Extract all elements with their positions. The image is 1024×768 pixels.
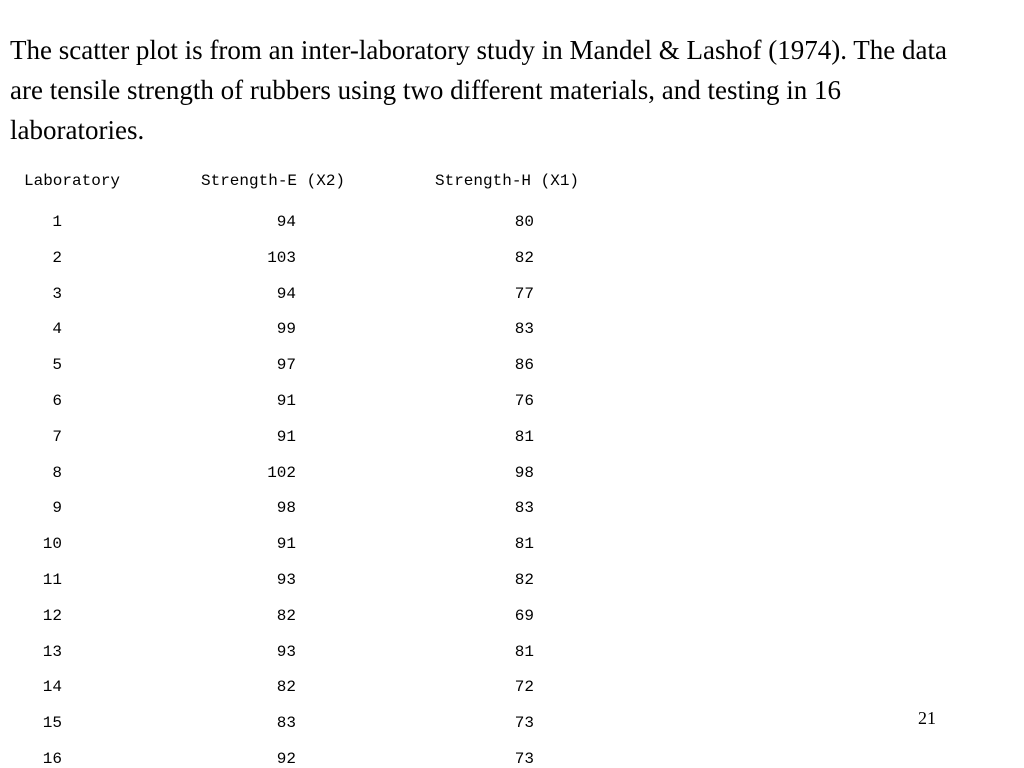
strength-e-cell: 102 [267, 464, 296, 482]
strength-e-cell: 91 [276, 428, 296, 446]
strength-e-cell: 94 [276, 285, 296, 303]
laboratory-cell: 11 [42, 571, 62, 589]
strength-h-cell: 77 [514, 285, 534, 303]
strength-e-cell: 93 [276, 571, 296, 589]
strength-e-cell: 97 [276, 356, 296, 374]
strength-h-cell: 72 [514, 678, 534, 696]
strength-h-cell: 73 [514, 750, 534, 768]
strength-h-cell: 83 [514, 320, 534, 338]
laboratory-cell: 15 [42, 714, 62, 732]
laboratory-cell: 5 [52, 356, 62, 374]
strength-h-cell: 86 [514, 356, 534, 374]
laboratory-cell: 6 [52, 392, 62, 410]
strength-e-cell: 91 [276, 392, 296, 410]
laboratory-cell: 4 [52, 320, 62, 338]
strength-h-cell: 76 [514, 392, 534, 410]
laboratory-cell: 12 [42, 607, 62, 625]
strength-h-cell: 73 [514, 714, 534, 732]
column-header-strength-e: Strength-E (X2) [201, 172, 346, 190]
strength-h-cell: 80 [514, 213, 534, 231]
intro-paragraph: The scatter plot is from an inter-laboratory study in Mandel & Lashof (1974). The data are tensile strength of rubbers using two different materials, and testing in 16 laboratories. [10, 35, 947, 145]
laboratory-cell: 14 [42, 678, 62, 696]
laboratory-cell: 8 [52, 464, 62, 482]
strength-e-cell: 92 [276, 750, 296, 768]
strength-e-cell: 91 [276, 535, 296, 553]
strength-h-cell: 82 [514, 249, 534, 267]
laboratory-cell: 3 [52, 285, 62, 303]
strength-e-cell: 98 [276, 499, 296, 517]
laboratory-cell: 7 [52, 428, 62, 446]
strength-h-cell: 82 [514, 571, 534, 589]
strength-e-cell: 99 [276, 320, 296, 338]
column-header-strength-h: Strength-H (X1) [435, 172, 580, 190]
strength-e-cell: 83 [276, 714, 296, 732]
strength-h-cell: 83 [514, 499, 534, 517]
strength-e-cell: 93 [276, 643, 296, 661]
laboratory-cell: 13 [42, 643, 62, 661]
page-number: 21 [918, 708, 936, 728]
strength-h-cell: 81 [514, 428, 534, 446]
strength-e-cell: 103 [267, 249, 296, 267]
laboratory-cell: 10 [42, 535, 62, 553]
laboratory-cell: 2 [52, 249, 62, 267]
strength-e-cell: 82 [276, 607, 296, 625]
strength-e-cell: 82 [276, 678, 296, 696]
laboratory-cell: 1 [52, 213, 62, 231]
laboratory-cell: 16 [42, 750, 62, 768]
strength-h-cell: 81 [514, 535, 534, 553]
column-header-laboratory: Laboratory [24, 172, 121, 190]
strength-h-cell: 98 [514, 464, 534, 482]
strength-e-cell: 94 [276, 213, 296, 231]
strength-h-cell: 81 [514, 643, 534, 661]
laboratory-cell: 9 [52, 499, 62, 517]
strength-h-cell: 69 [514, 607, 534, 625]
